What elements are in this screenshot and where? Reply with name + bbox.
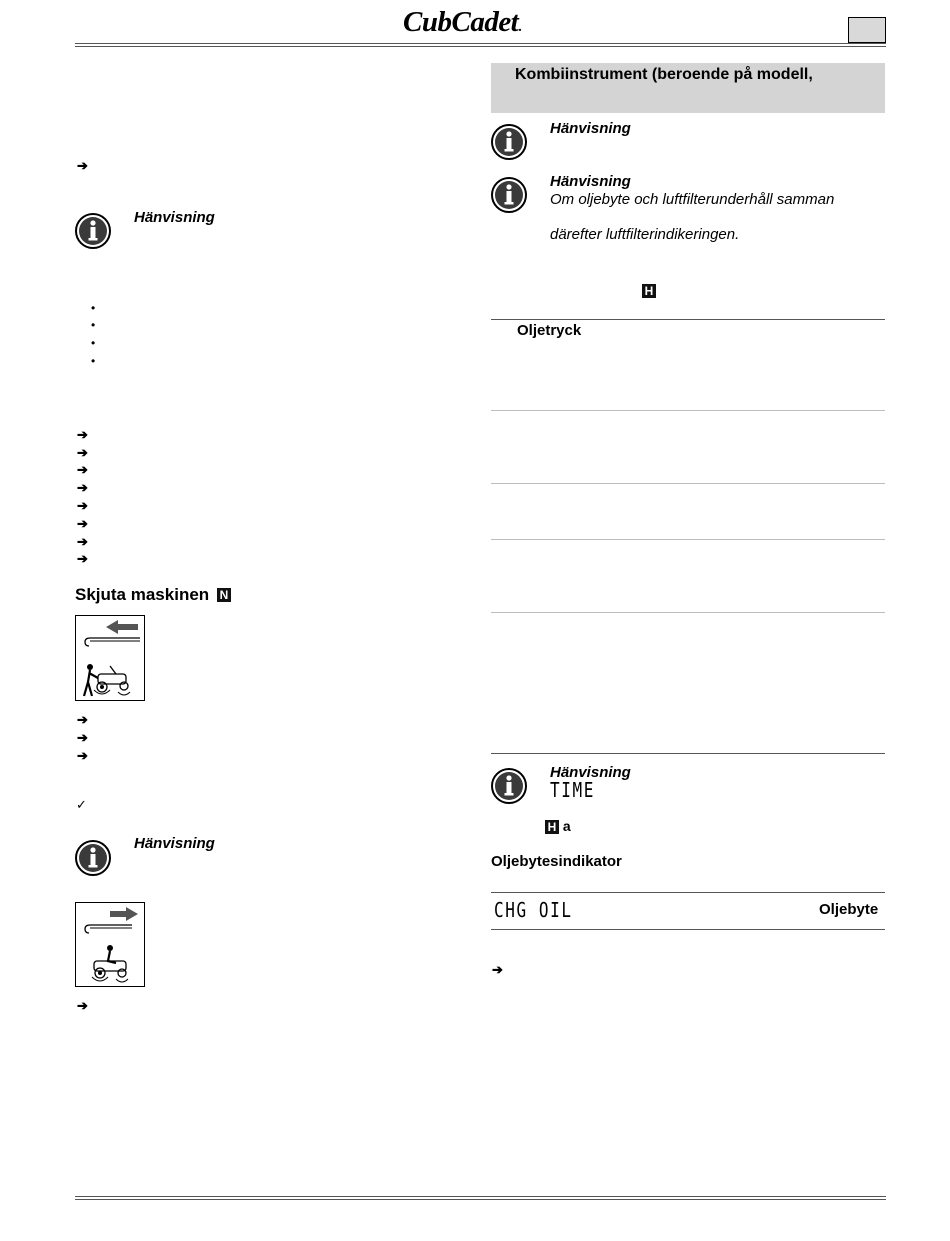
list-arrow: ➔: [77, 998, 88, 1013]
table-rule: [491, 410, 885, 411]
table-rule: [491, 539, 885, 540]
list-arrow: ➔: [77, 462, 88, 477]
list-arrow: ➔: [492, 962, 503, 977]
table-rule: [491, 929, 885, 930]
oil-change-label: Oljebyte: [819, 901, 879, 918]
push-machine-forward-icon: [75, 902, 145, 987]
section-heading: Skjuta maskinen N: [75, 585, 231, 605]
h-badge: H: [642, 284, 656, 298]
n-badge: N: [217, 588, 231, 602]
note-title: Hänvisning: [134, 835, 215, 852]
page-number-box: [848, 17, 886, 43]
list-arrow: ➔: [77, 498, 88, 513]
brand-logo: CubCadet.: [403, 6, 522, 38]
oil-indicator-heading: Oljebytesindikator: [491, 853, 622, 870]
table-rule: [491, 483, 885, 484]
info-icon: [74, 839, 112, 877]
bullet: •: [91, 336, 96, 350]
list-arrow: ➔: [77, 748, 88, 763]
info-icon: [490, 767, 528, 805]
list-arrow: ➔: [77, 516, 88, 531]
footer-rule: [75, 1196, 886, 1200]
table-rule: [491, 319, 885, 320]
lcd-chg-oil-display: CHG OIL: [494, 898, 573, 922]
info-icon: [490, 123, 528, 161]
bullet: •: [91, 301, 96, 315]
list-arrow: ➔: [77, 427, 88, 442]
section-title: Kombiinstrument (beroende på modell,: [515, 66, 813, 83]
list-arrow: ➔: [77, 730, 88, 745]
note-text: därefter luftfilterindikeringen.: [550, 226, 740, 243]
list-arrow: ➔: [77, 445, 88, 460]
list-arrow: ➔: [77, 534, 88, 549]
note-title: Hänvisning: [550, 173, 631, 190]
note-title: Hänvisning: [550, 120, 631, 137]
header-rule: [75, 43, 886, 47]
lcd-time-display: TIME: [550, 778, 595, 802]
section-title-box: [491, 63, 885, 113]
check-mark: ✓: [76, 797, 87, 812]
table-header: Oljetryck: [517, 322, 582, 339]
ha-line: H a: [545, 818, 571, 834]
list-arrow: ➔: [77, 158, 88, 173]
push-machine-backward-icon: [75, 615, 145, 701]
note-text: Om oljebyte och luftfilterunderhåll samman: [550, 191, 835, 208]
list-arrow: ➔: [77, 712, 88, 727]
info-icon: [490, 176, 528, 214]
table-rule: [491, 612, 885, 613]
note-title: Hänvisning: [134, 209, 215, 226]
info-icon: [74, 212, 112, 250]
note-title: Hänvisning: [550, 764, 631, 781]
list-arrow: ➔: [77, 480, 88, 495]
table-rule: [491, 753, 885, 754]
bullet: •: [91, 318, 96, 332]
h-badge: H: [545, 820, 559, 834]
list-arrow: ➔: [77, 551, 88, 566]
bullet: •: [91, 354, 96, 368]
table-rule: [491, 892, 885, 893]
